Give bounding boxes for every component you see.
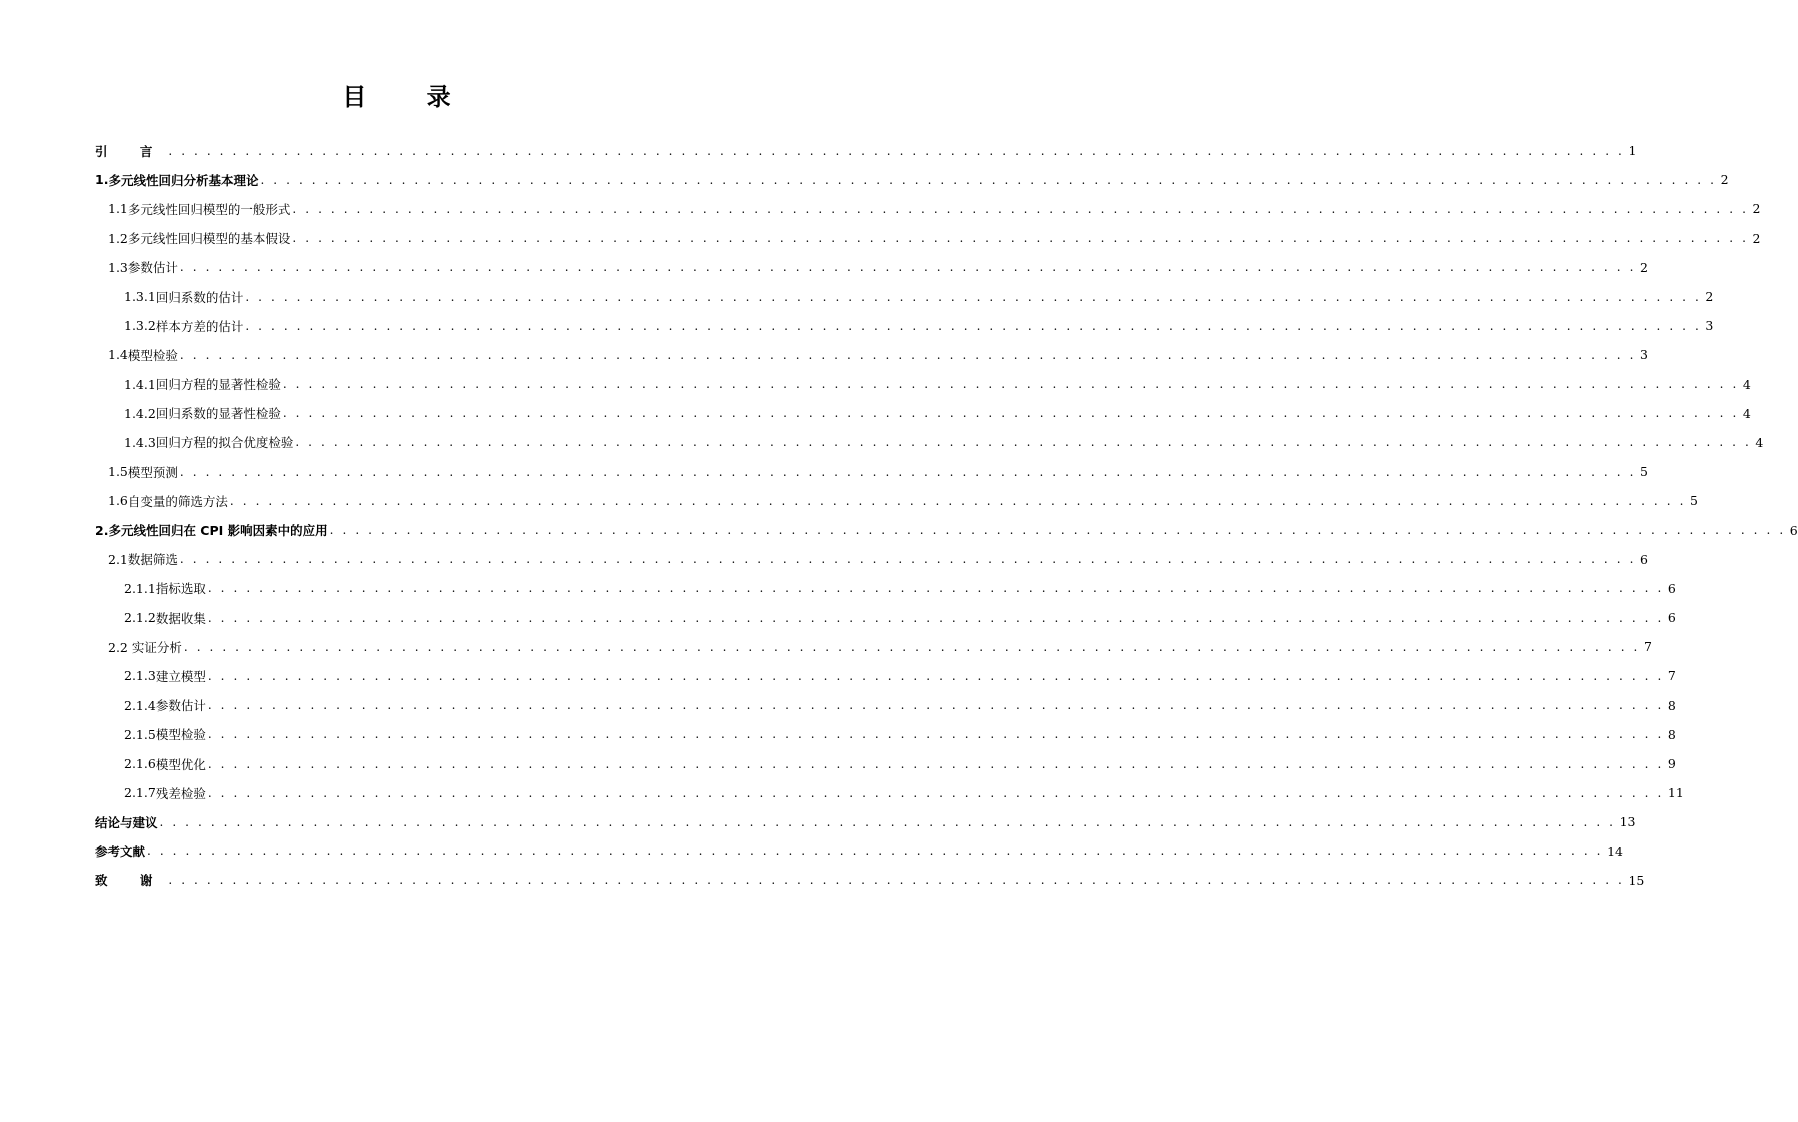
dot-leader: . . . . . . . . . . . . . . . . . . . . . . . . . . . . . . . . . . . . . . . . . . . . . . . . . . . . . . . . . . . . . . . . . . . . . . . . . . . . . . . . . . . . . . . . . . . . . . . . . . . . . . . . . . . . . . . . . . — [207, 668, 1664, 683]
toc-entry-page-number: 3 — [1705, 318, 1714, 334]
toc-entry-number: 1.4.2 — [124, 405, 156, 421]
toc-entry-number: 2.1.2 — [124, 610, 156, 626]
toc-entry-label: 模型优化 — [155, 756, 206, 772]
toc-entry-label: 回归系数的估计 — [155, 289, 244, 305]
toc-entry-page-number: 4 — [1742, 405, 1751, 421]
toc-entry-number: 2.1.3 — [124, 668, 156, 684]
toc-entry-page-number: 7 — [1643, 639, 1652, 655]
toc-entry[interactable] — [0, 486, 1698, 515]
dot-leader: . . . . . . . . . . . . . . . . . . . . . . . . . . . . . . . . . . . . . . . . . . . . . . . . . . . . . . . . . . . . . . . . . . . . . . . . . . . . . . . . . . . . . . . . . . . . . . . . . . . . . . . . . . . . . . . . . . — [207, 756, 1664, 771]
toc-entry-label: 指标选取 — [155, 581, 206, 597]
toc-entry-number: 1.3 — [108, 259, 128, 275]
toc-entry-label: 模型检验 — [127, 347, 178, 363]
toc-entry[interactable] — [0, 428, 1764, 457]
toc-entry-number: 2. — [95, 522, 109, 538]
dot-leader: . . . . . . . . . . . . . . . . . . . . . . . . . . . . . . . . . . . . . . . . . . . . . . . . . . . . . . . . . . . . . . . . . . . . . . . . . . . . . . . . . . . . . . . . . . . . . . . . . . . . . . . . . . . . . . . . . . — [168, 143, 1625, 158]
toc-entry[interactable] — [0, 282, 1714, 311]
toc-entry-page-number: 15 — [1628, 872, 1645, 888]
toc-entry-page-number: 4 — [1755, 434, 1764, 450]
toc-entry-number: 1.4 — [108, 347, 128, 363]
toc-entry-number: 1.2 — [108, 230, 128, 246]
toc-entry-page-number: 14 — [1607, 843, 1624, 859]
toc-entry-page-number: 9 — [1667, 756, 1676, 772]
toc-entry[interactable] — [0, 778, 1684, 807]
toc-entry-page-number: 6 — [1667, 610, 1676, 626]
toc-entry-label: 参考文献 — [95, 844, 146, 860]
dot-leader: . . . . . . . . . . . . . . . . . . . . . . . . . . . . . . . . . . . . . . . . . . . . . . . . . . . . . . . . . . . . . . . . . . . . . . . . . . . . . . . . . . . . . . . . . . . . . . . . . . . . . . . . . . . . . . . . . . — [282, 377, 1739, 392]
dot-leader: . . . . . . . . . . . . . . . . . . . . . . . . . . . . . . . . . . . . . . . . . . . . . . . . . . . . . . . . . . . . . . . . . . . . . . . . . . . . . . . . . . . . . . . . . . . . . . . . . . . . . . . . . . . . . . . . . . — [282, 406, 1739, 421]
dot-leader: . . . . . . . . . . . . . . . . . . . . . . . . . . . . . . . . . . . . . . . . . . . . . . . . . . . . . . . . . . . . . . . . . . . . . . . . . . . . . . . . . . . . . . . . . . . . . . . . . . . . . . . . . . . . . . . . . . — [207, 698, 1664, 713]
toc-entry-label: 模型检验 — [155, 727, 206, 743]
dot-leader: . . . . . . . . . . . . . . . . . . . . . . . . . . . . . . . . . . . . . . . . . . . . . . . . . . . . . . . . . . . . . . . . . . . . . . . . . . . . . . . . . . . . . . . . . . . . . . . . . . . . . . . . . . . . . . . . . . — [329, 523, 1786, 538]
toc-entry[interactable] — [0, 545, 1648, 574]
toc-entry-label: 数据筛选 — [127, 552, 178, 568]
toc-entry-number: 1.3.2 — [124, 318, 156, 334]
toc-entry[interactable] — [0, 253, 1648, 282]
toc-entry-label: 数据收集 — [155, 610, 206, 626]
toc-entry-label: 多元线性回归分析基本理论 — [108, 172, 259, 188]
toc-entry-number: 1.3.1 — [124, 289, 156, 305]
toc-entry-page-number: 11 — [1667, 785, 1684, 801]
toc-entry-label: 引 言 — [95, 143, 167, 159]
toc-entry-label: 回归方程的显著性检验 — [155, 377, 281, 393]
toc-entry[interactable] — [0, 691, 1676, 720]
toc-entry[interactable] — [0, 399, 1751, 428]
dot-leader: . . . . . . . . . . . . . . . . . . . . . . . . . . . . . . . . . . . . . . . . . . . . . . . . . . . . . . . . . . . . . . . . . . . . . . . . . . . . . . . . . . . . . . . . . . . . . . . . . . . . . . . . . . . . . . . . . . — [179, 260, 1636, 275]
toc-entry-number: 1.4.3 — [124, 434, 156, 450]
toc-entry-label: 样本方差的估计 — [155, 318, 244, 334]
toc-entry-page-number: 8 — [1667, 726, 1676, 742]
toc-entry-number: 1. — [95, 172, 109, 188]
toc-entry-label: 回归系数的显著性检验 — [155, 406, 281, 422]
toc-entry-label: 2.2 实证分析 — [108, 639, 182, 655]
toc-entry[interactable] — [0, 194, 1761, 223]
dot-leader: . . . . . . . . . . . . . . . . . . . . . . . . . . . . . . . . . . . . . . . . . . . . . . . . . . . . . . . . . . . . . . . . . . . . . . . . . . . . . . . . . . . . . . . . . . . . . . . . . . . . . . . . . . . . . . . . . . — [159, 814, 1616, 829]
toc-entry-label: 参数估计 — [127, 260, 178, 276]
toc-entry[interactable] — [0, 311, 1714, 340]
toc-entry[interactable] — [0, 136, 1637, 165]
toc-entry-page-number: 1 — [1628, 143, 1637, 159]
toc-entry[interactable] — [0, 340, 1648, 369]
toc-entry-label: 残差检验 — [155, 785, 206, 801]
toc-entry-number: 1.4.1 — [124, 376, 156, 392]
toc-entry[interactable] — [0, 165, 1729, 194]
dot-leader: . . . . . . . . . . . . . . . . . . . . . . . . . . . . . . . . . . . . . . . . . . . . . . . . . . . . . . . . . . . . . . . . . . . . . . . . . . . . . . . . . . . . . . . . . . . . . . . . . . . . . . . . . . . . . . . . . . — [245, 318, 1702, 333]
dot-leader: . . . . . . . . . . . . . . . . . . . . . . . . . . . . . . . . . . . . . . . . . . . . . . . . . . . . . . . . . . . . . . . . . . . . . . . . . . . . . . . . . . . . . . . . . . . . . . . . . . . . . . . . . . . . . . . . . . — [207, 610, 1664, 625]
toc-entry-page-number: 5 — [1640, 464, 1648, 480]
dot-leader: . . . . . . . . . . . . . . . . . . . . . . . . . . . . . . . . . . . . . . . . . . . . . . . . . . . . . . . . . . . . . . . . . . . . . . . . . . . . . . . . . . . . . . . . . . . . . . . . . . . . . . . . . . . . . . . . . . — [183, 639, 1640, 654]
toc-entry[interactable] — [0, 457, 1648, 486]
toc-entry-label: 回归方程的拟合优度检验 — [155, 435, 294, 451]
toc-entry-page-number: 8 — [1667, 697, 1676, 713]
toc-entry-page-number: 2 — [1640, 259, 1648, 275]
toc-entry-page-number: 13 — [1619, 814, 1636, 830]
toc-entry-page-number: 2 — [1705, 289, 1714, 305]
dot-leader: . . . . . . . . . . . . . . . . . . . . . . . . . . . . . . . . . . . . . . . . . . . . . . . . . . . . . . . . . . . . . . . . . . . . . . . . . . . . . . . . . . . . . . . . . . . . . . . . . . . . . . . . . . . . . . . . . . — [207, 581, 1664, 596]
toc-entry-label: 自变量的筛选方法 — [127, 493, 228, 509]
dot-leader: . . . . . . . . . . . . . . . . . . . . . . . . . . . . . . . . . . . . . . . . . . . . . . . . . . . . . . . . . . . . . . . . . . . . . . . . . . . . . . . . . . . . . . . . . . . . . . . . . . . . . . . . . . . . . . . . . . — [147, 844, 1604, 859]
dot-leader: . . . . . . . . . . . . . . . . . . . . . . . . . . . . . . . . . . . . . . . . . . . . . . . . . . . . . . . . . . . . . . . . . . . . . . . . . . . . . . . . . . . . . . . . . . . . . . . . . . . . . . . . . . . . . . . . . . — [292, 231, 1749, 246]
toc-entry-label: 结论与建议 — [95, 814, 158, 830]
toc-entry-label: 模型预测 — [127, 464, 178, 480]
toc-entry-number: 1.6 — [108, 493, 128, 509]
toc-entry-page-number: 2 — [1752, 230, 1761, 246]
toc-entry[interactable] — [0, 224, 1761, 253]
page-title: 目 录 — [342, 83, 477, 111]
table-of-contents — [0, 136, 1798, 895]
toc-entry-number: 2.1.5 — [124, 726, 156, 742]
toc-entry-number: 1.5 — [108, 464, 128, 480]
toc-entry[interactable] — [0, 720, 1676, 749]
dot-leader: . . . . . . . . . . . . . . . . . . . . . . . . . . . . . . . . . . . . . . . . . . . . . . . . . . . . . . . . . . . . . . . . . . . . . . . . . . . . . . . . . . . . . . . . . . . . . . . . . . . . . . . . . . . . . . . . . . — [295, 435, 1752, 450]
toc-entry-page-number: 3 — [1640, 347, 1648, 363]
dot-leader: . . . . . . . . . . . . . . . . . . . . . . . . . . . . . . . . . . . . . . . . . . . . . . . . . . . . . . . . . . . . . . . . . . . . . . . . . . . . . . . . . . . . . . . . . . . . . . . . . . . . . . . . . . . . . . . . . . — [207, 785, 1664, 800]
toc-entry[interactable] — [0, 807, 1636, 836]
toc-entry-page-number: 7 — [1667, 668, 1676, 684]
dot-leader: . . . . . . . . . . . . . . . . . . . . . . . . . . . . . . . . . . . . . . . . . . . . . . . . . . . . . . . . . . . . . . . . . . . . . . . . . . . . . . . . . . . . . . . . . . . . . . . . . . . . . . . . . . . . . . . . . . — [260, 172, 1717, 187]
dot-leader: . . . . . . . . . . . . . . . . . . . . . . . . . . . . . . . . . . . . . . . . . . . . . . . . . . . . . . . . . . . . . . . . . . . . . . . . . . . . . . . . . . . . . . . . . . . . . . . . . . . . . . . . . . . . . . . . . . — [179, 464, 1636, 479]
toc-entry-label: 致 谢 — [95, 873, 167, 889]
toc-entry[interactable] — [0, 661, 1676, 690]
dot-leader: . . . . . . . . . . . . . . . . . . . . . . . . . . . . . . . . . . . . . . . . . . . . . . . . . . . . . . . . . . . . . . . . . . . . . . . . . . . . . . . . . . . . . . . . . . . . . . . . . . . . . . . . . . . . . . . . . . — [292, 201, 1749, 216]
toc-entry-page-number: 6 — [1789, 522, 1798, 538]
toc-entry-page-number: 6 — [1640, 551, 1648, 567]
toc-entry-label: 建立模型 — [155, 668, 206, 684]
dot-leader: . . . . . . . . . . . . . . . . . . . . . . . . . . . . . . . . . . . . . . . . . . . . . . . . . . . . . . . . . . . . . . . . . . . . . . . . . . . . . . . . . . . . . . . . . . . . . . . . . . . . . . . . . . . . . . . . . . — [179, 347, 1636, 362]
dot-leader: . . . . . . . . . . . . . . . . . . . . . . . . . . . . . . . . . . . . . . . . . . . . . . . . . . . . . . . . . . . . . . . . . . . . . . . . . . . . . . . . . . . . . . . . . . . . . . . . . . . . . . . . . . . . . . . . . . — [229, 493, 1686, 508]
toc-entry[interactable] — [0, 515, 1798, 544]
toc-entry-page-number: 2 — [1720, 172, 1729, 188]
toc-entry-label: 多元线性回归在 CPI 影响因素中的应用 — [108, 523, 328, 539]
toc-entry-page-number: 4 — [1742, 376, 1751, 392]
toc-entry[interactable] — [0, 370, 1751, 399]
toc-entry[interactable] — [0, 574, 1676, 603]
toc-entry-number: 2.1.1 — [124, 580, 156, 596]
toc-entry-page-number: 5 — [1690, 493, 1698, 509]
toc-entry[interactable] — [0, 749, 1676, 778]
toc-entry-label: 参数估计 — [155, 698, 206, 714]
toc-entry-number: 1.1 — [108, 201, 128, 217]
toc-entry-number: 2.1.6 — [124, 756, 156, 772]
dot-leader: . . . . . . . . . . . . . . . . . . . . . . . . . . . . . . . . . . . . . . . . . . . . . . . . . . . . . . . . . . . . . . . . . . . . . . . . . . . . . . . . . . . . . . . . . . . . . . . . . . . . . . . . . . . . . . . . . . — [179, 552, 1636, 567]
dot-leader: . . . . . . . . . . . . . . . . . . . . . . . . . . . . . . . . . . . . . . . . . . . . . . . . . . . . . . . . . . . . . . . . . . . . . . . . . . . . . . . . . . . . . . . . . . . . . . . . . . . . . . . . . . . . . . . . . . — [207, 727, 1664, 742]
toc-entry-page-number: 6 — [1667, 580, 1676, 596]
toc-entry-number: 2.1 — [108, 551, 128, 567]
toc-entry[interactable] — [0, 866, 1645, 895]
toc-entry[interactable] — [0, 632, 1652, 661]
toc-entry-page-number: 2 — [1752, 201, 1761, 217]
dot-leader: . . . . . . . . . . . . . . . . . . . . . . . . . . . . . . . . . . . . . . . . . . . . . . . . . . . . . . . . . . . . . . . . . . . . . . . . . . . . . . . . . . . . . . . . . . . . . . . . . . . . . . . . . . . . . . . . . . — [245, 289, 1702, 304]
toc-entry-number: 2.1.4 — [124, 697, 156, 713]
toc-entry[interactable] — [0, 603, 1676, 632]
toc-entry[interactable] — [0, 837, 1624, 866]
toc-entry-label: 多元线性回归模型的基本假设 — [127, 231, 291, 247]
toc-entry-number: 2.1.7 — [124, 785, 156, 801]
dot-leader: . . . . . . . . . . . . . . . . . . . . . . . . . . . . . . . . . . . . . . . . . . . . . . . . . . . . . . . . . . . . . . . . . . . . . . . . . . . . . . . . . . . . . . . . . . . . . . . . . . . . . . . . . . . . . . . . . . — [168, 873, 1625, 888]
toc-entry-label: 多元线性回归模型的一般形式 — [127, 201, 291, 217]
